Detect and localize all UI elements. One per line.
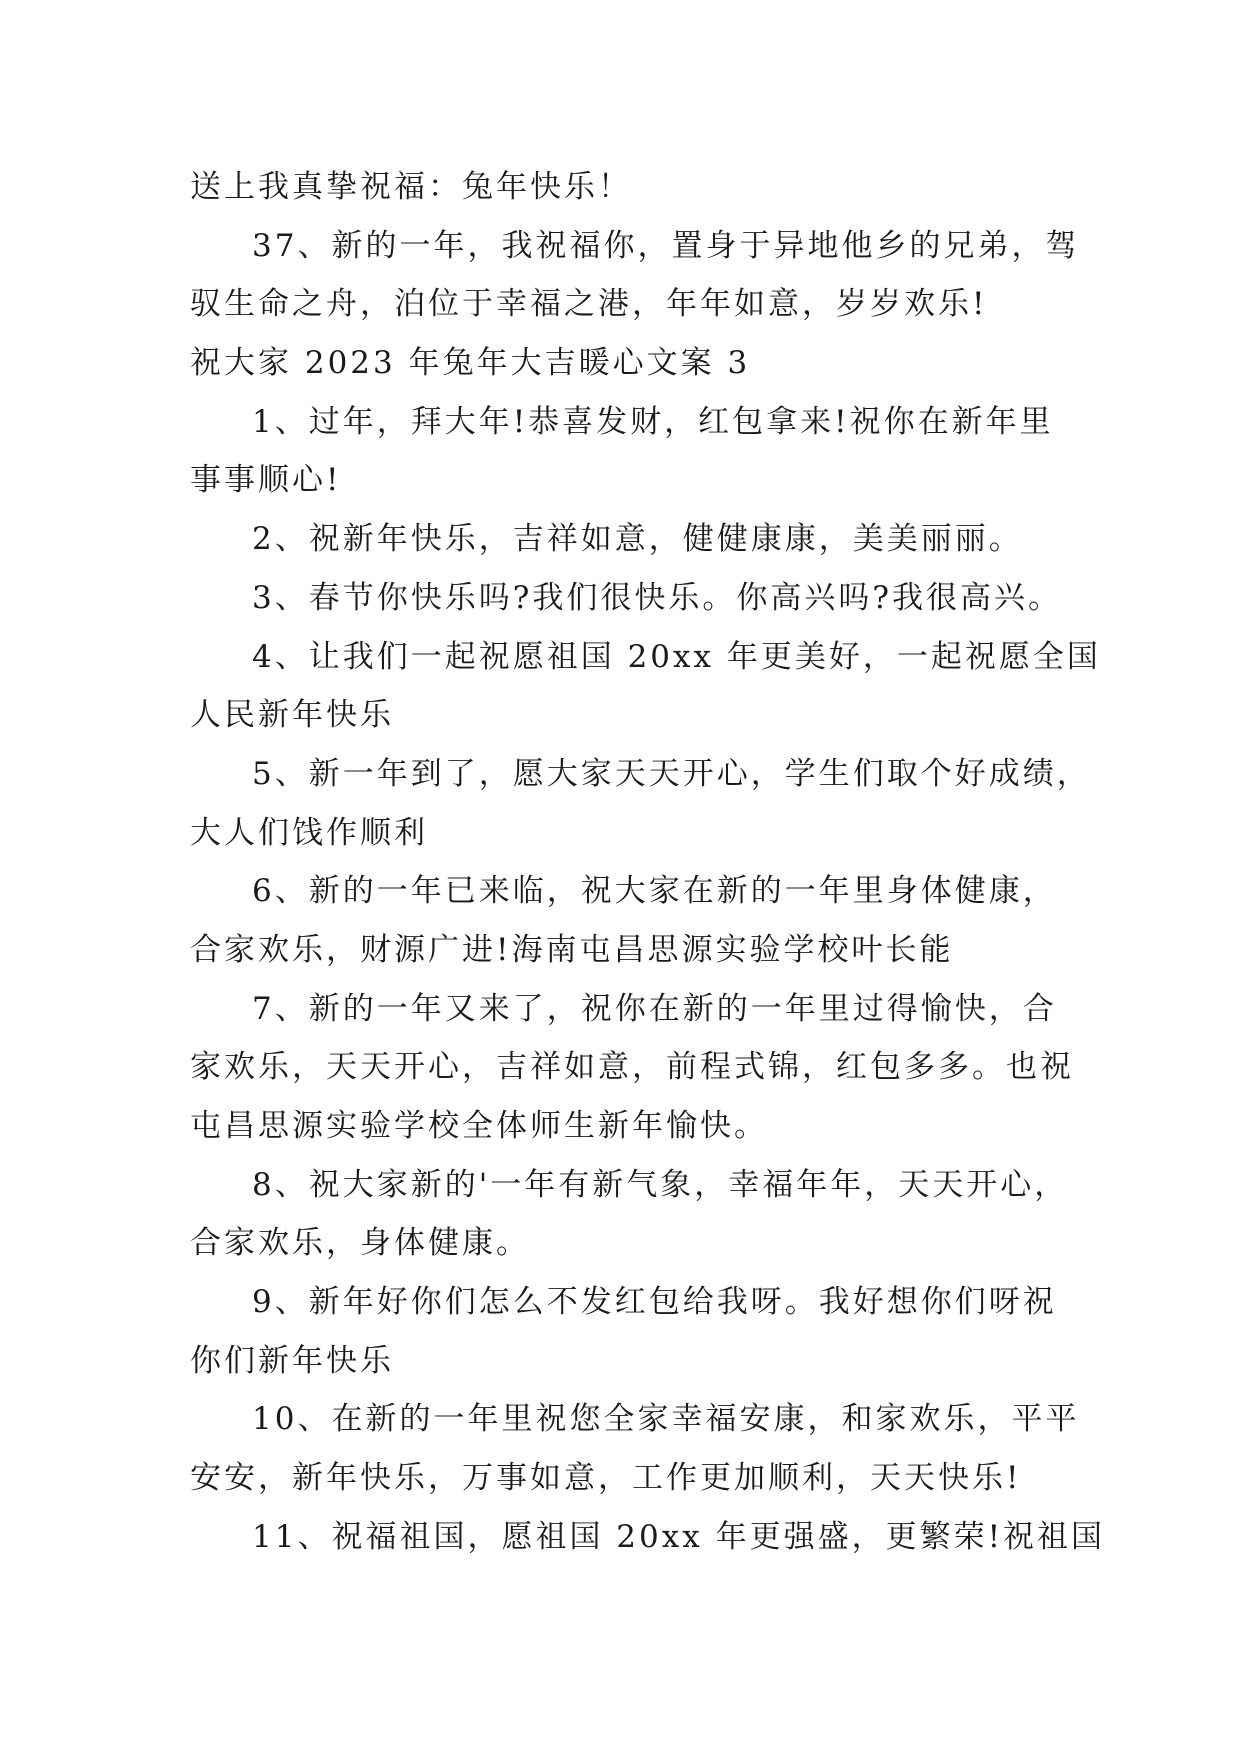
- text-line: 11、祝福祖国，愿祖国 20xx 年更强盛，更繁荣!祝祖国: [252, 1518, 1106, 1555]
- text-line: 你们新年快乐: [190, 1342, 394, 1379]
- text-line: 驭生命之舟，泊位于幸福之港，年年如意，岁岁欢乐!: [190, 286, 988, 323]
- text-line: 7、新的一年又来了，祝你在新的一年里过得愉快，合: [252, 990, 1057, 1027]
- text-line: 家欢乐，天天开心，吉祥如意，前程式锦，红包多多。也祝: [190, 1049, 1074, 1086]
- text-line: 合家欢乐，财源广进!海南屯昌思源实验学校叶长能: [190, 931, 954, 968]
- text-line: 3、春节你快乐吗?我们很快乐。你高兴吗?我很高兴。: [252, 579, 1062, 616]
- text-line: 10、在新的一年里祝您全家幸福安康，和家欢乐，平平: [252, 1401, 1080, 1438]
- text-line: 人民新年快乐: [190, 697, 394, 734]
- text-line: 事事顺心!: [190, 462, 342, 499]
- text-line: 4、让我们一起祝愿祖国 20xx 年更美好，一起祝愿全国: [252, 638, 1101, 675]
- text-line: 2、祝新年快乐，吉祥如意，健健康康，美美丽丽。: [252, 521, 1023, 558]
- text-line: 9、新年好你们怎么不发红包给我呀。我好想你们呀祝: [252, 1284, 1057, 1321]
- text-line: 安安，新年快乐，万事如意，工作更加顺利，天天快乐!: [190, 1460, 1022, 1497]
- document-body: [190, 158, 1106, 1567]
- text-line: 屯昌思源实验学校全体师生新年愉快。: [190, 1108, 768, 1144]
- section-heading: 祝大家 2023 年兔年大吉暖心文案 3: [190, 345, 751, 382]
- text-line: 送上我真挚祝福：兔年快乐！: [190, 169, 632, 205]
- text-line: 大人们饯作顺利: [190, 814, 428, 851]
- text-line: 6、新的一年已来临，祝大家在新的一年里身体健康，: [252, 873, 1057, 910]
- text-line: 1、过年，拜大年!恭喜发财，红包拿来!祝你在新年里: [252, 403, 1054, 440]
- text-line: 合家欢乐，身体健康。: [190, 1225, 530, 1262]
- text-line: 5、新一年到了，愿大家天天开心，学生们取个好成绩，: [252, 755, 1091, 792]
- text-line: 37、新的一年，我祝福你，置身于异地他乡的兄弟，驾: [252, 227, 1080, 264]
- text-line: 8、祝大家新的'一年有新气象，幸福年年，天天开心，: [252, 1166, 1069, 1203]
